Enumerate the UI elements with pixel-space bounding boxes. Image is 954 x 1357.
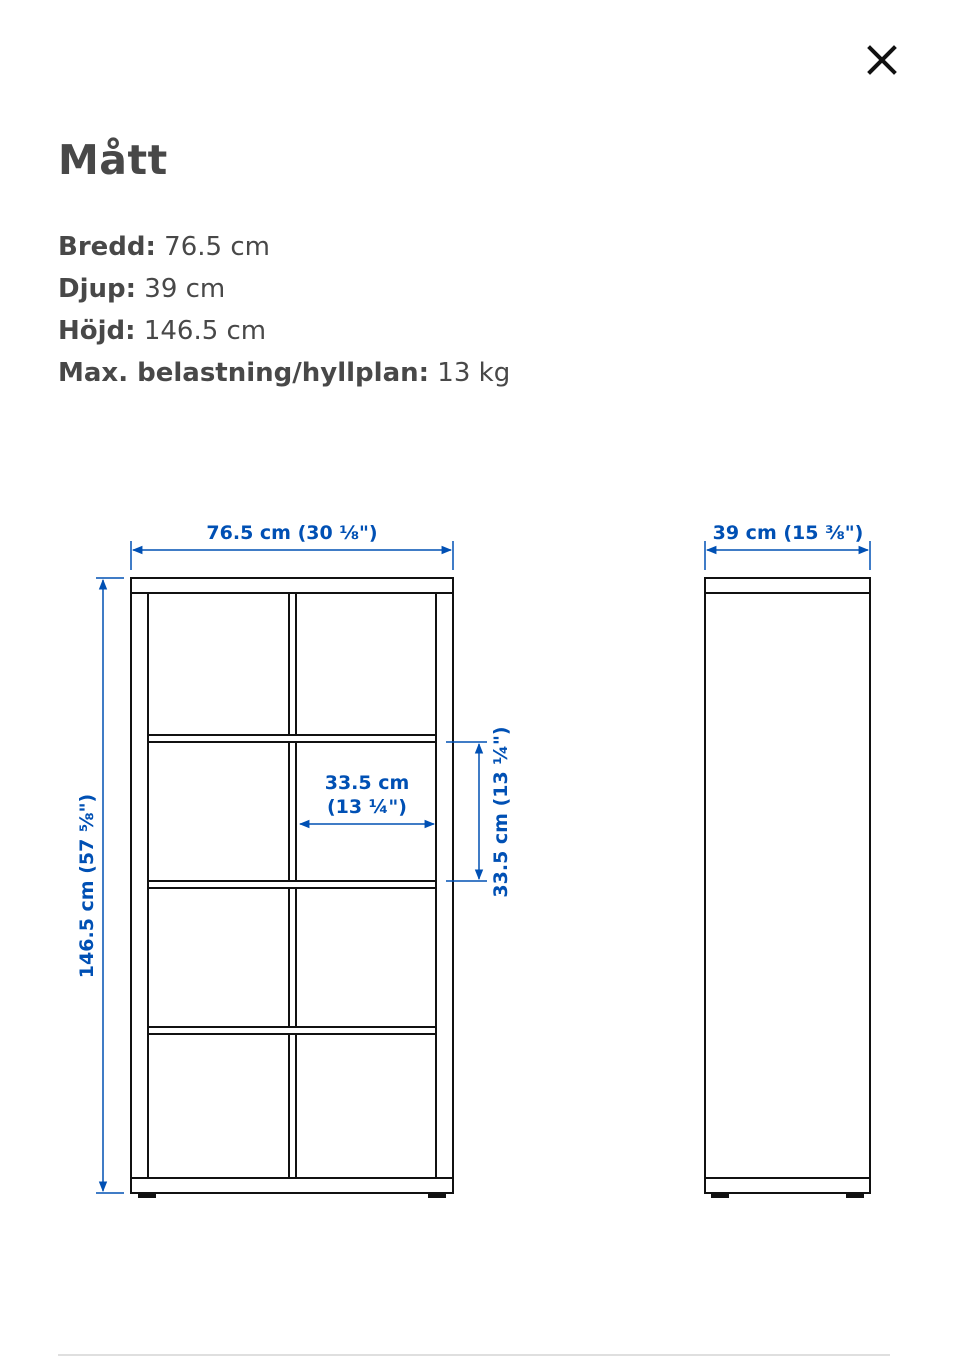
height-label: 146.5 cm (57 ⅝") bbox=[76, 793, 98, 979]
spec-label: Djup: bbox=[58, 274, 137, 304]
spec-label: Max. belastning/hyllplan: bbox=[58, 358, 430, 388]
side-foot-right bbox=[847, 1193, 863, 1197]
bottom-divider bbox=[58, 1354, 890, 1356]
compartment-width-label-line2: (13 ¼") bbox=[327, 796, 407, 818]
dimension-specs-list bbox=[58, 226, 510, 394]
side-body bbox=[705, 593, 870, 1178]
spec-width bbox=[58, 226, 510, 268]
foot-right bbox=[429, 1193, 445, 1197]
spec-label: Bredd: bbox=[58, 232, 156, 262]
left-side-panel bbox=[131, 593, 148, 1178]
compartment-width-label-line1: 33.5 cm bbox=[324, 772, 410, 794]
shelf-1 bbox=[148, 735, 436, 742]
dimensions-diagram bbox=[0, 490, 954, 1220]
side-bottom-panel bbox=[705, 1178, 870, 1193]
shelf-side-view bbox=[705, 578, 870, 1197]
side-top-panel bbox=[705, 578, 870, 593]
spec-value: 39 cm bbox=[144, 274, 226, 304]
depth-label: 39 cm (15 ⅜") bbox=[712, 522, 864, 544]
shelf-2 bbox=[148, 881, 436, 888]
spec-depth bbox=[58, 268, 510, 310]
compartment-height-label: 33.5 cm (13 ¼") bbox=[490, 726, 512, 898]
spec-max-load bbox=[58, 352, 510, 394]
page-title: Mått bbox=[58, 136, 168, 184]
compartment-height-dimension bbox=[446, 726, 512, 897]
shelf-front-view bbox=[131, 578, 453, 1197]
shelf-3 bbox=[148, 1027, 436, 1034]
bottom-panel bbox=[131, 1178, 453, 1193]
height-dimension bbox=[76, 578, 124, 1193]
depth-dimension bbox=[705, 522, 870, 570]
spec-value: 146.5 cm bbox=[143, 316, 267, 346]
top-panel bbox=[131, 578, 453, 593]
close-button[interactable] bbox=[858, 36, 906, 84]
foot-left bbox=[139, 1193, 155, 1197]
spec-height bbox=[58, 310, 510, 352]
right-side-panel bbox=[436, 593, 453, 1178]
spec-label: Höjd: bbox=[58, 316, 136, 346]
spec-value: 13 kg bbox=[437, 358, 511, 388]
spec-value: 76.5 cm bbox=[164, 232, 270, 262]
width-label: 76.5 cm (30 ⅛") bbox=[206, 522, 378, 544]
close-icon bbox=[866, 44, 898, 76]
compartment-width-dimension bbox=[300, 772, 434, 824]
side-foot-left bbox=[712, 1193, 728, 1197]
width-dimension bbox=[131, 522, 453, 570]
